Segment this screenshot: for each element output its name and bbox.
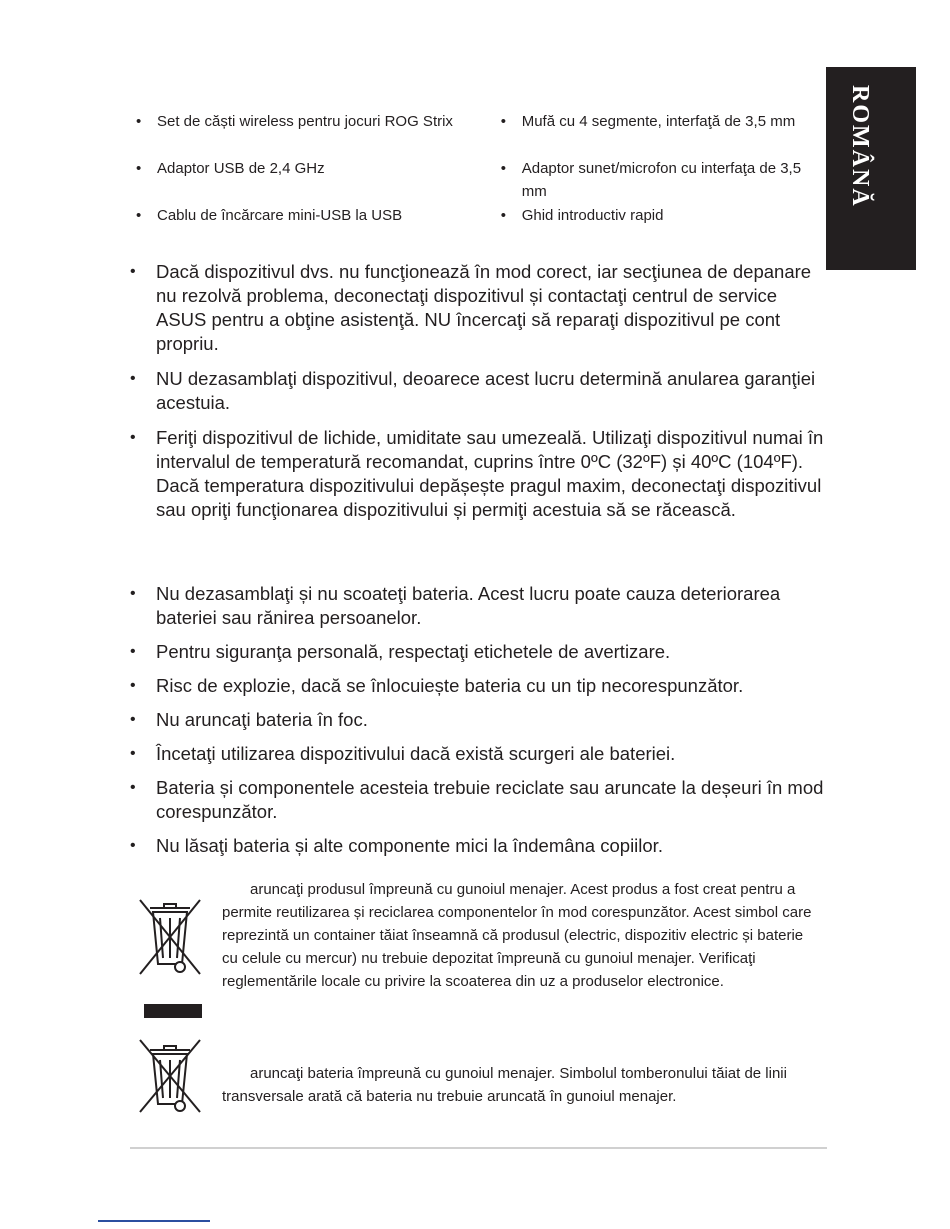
list-item-text: Bateria și componentele acesteia trebuie reciclate sau aruncate la deșeuri în mod corespunzător. — [156, 777, 824, 822]
list-item-text: Dacă dispozitivul dvs. nu funcţionează în mod corect, iar secţiunea de depanare nu rezolvă problema, deconectaţi dispozitivul și contactaţi centrul de service ASUS pentru a obţine asistenţă. NU încercaţi să reparaţi dispozitivul pe cont propriu. — [156, 261, 812, 354]
safety-guidelines-list — [130, 260, 830, 533]
bullet: • — [130, 370, 136, 387]
recycle-product-text — [222, 878, 822, 993]
list-item-text: Feriţi dispozitivul de lichide, umiditate sau umezeală. Utilizaţi dispozitivul numai în intervalul de temperatură recomandat, cuprins între 0ºC (32ºF) și 40ºC (104ºF). Dacă temperatura dispozitivului depășește pragul maxim, deconectaţi dispozitivul sau opriţi funcţionarea dispozitivului și permiţi acestuia să se răcească. — [156, 427, 824, 520]
list-item-text: Nu lăsaţi bateria și alte componente mici la îndemâna copiilor. — [156, 835, 663, 856]
crossed-out-bin-icon — [136, 894, 204, 985]
bullet: • — [136, 207, 142, 224]
bullet: • — [130, 779, 136, 796]
list-item — [130, 367, 830, 415]
language-tab — [826, 67, 916, 270]
bullet: • — [130, 263, 136, 280]
package-contents — [130, 110, 820, 227]
package-item-label: Adaptor sunet/microfon cu interfaţa de 3,5 mm — [521, 160, 802, 200]
bullet: • — [130, 711, 136, 728]
list-item — [130, 640, 830, 664]
bullet: • — [130, 745, 136, 762]
list-item — [130, 834, 830, 858]
bullet: • — [500, 113, 506, 130]
list-item — [130, 742, 830, 766]
language-tab-label: ROMÂNĂ — [847, 85, 873, 208]
list-item — [130, 776, 830, 824]
bullet: • — [130, 429, 136, 446]
crossed-out-bin-battery-icon — [136, 1036, 204, 1123]
list-item-text: Încetaţi utilizarea dispozitivului dacă există scurgeri ale bateriei. — [156, 743, 676, 764]
list-item — [130, 582, 830, 630]
package-item — [130, 204, 495, 227]
list-item — [130, 426, 830, 522]
footer-divider — [130, 1147, 827, 1149]
list-item-text: Risc de explozie, dacă se înlocuiește bateria cu un tip necorespunzător. — [156, 675, 744, 696]
package-item — [130, 157, 495, 204]
bullet: • — [500, 160, 506, 177]
package-row — [130, 204, 820, 227]
list-item — [130, 260, 830, 356]
package-item-label: Ghid introductiv rapid — [521, 207, 664, 224]
package-item — [130, 110, 495, 157]
list-item-text: NU dezasamblaţi dispozitivul, deoarece acest lucru determină anularea garanţiei acestuia. — [156, 368, 816, 413]
package-row — [130, 157, 820, 204]
package-row — [130, 110, 820, 157]
black-bar-mark — [144, 1004, 202, 1018]
bullet: • — [136, 160, 142, 177]
package-item-label: Mufă cu 4 segmente, interfaţă de 3,5 mm — [521, 113, 796, 130]
list-item-text: Pentru siguranţa personală, respectaţi etichetele de avertizare. — [156, 641, 671, 662]
package-item-label: Set de căști wireless pentru jocuri ROG Strix — [157, 113, 453, 130]
battery-safety-list — [130, 582, 830, 868]
bullet: • — [130, 837, 136, 854]
package-item — [495, 110, 820, 157]
package-item — [495, 204, 820, 227]
recycle-battery-text — [222, 1062, 822, 1108]
bullet: • — [500, 207, 506, 224]
bullet: • — [130, 677, 136, 694]
bullet: • — [130, 585, 136, 602]
list-item-text: Nu dezasamblaţi și nu scoateţi bateria. Acest lucru poate cauza deteriorarea bateriei sau rănirea persoanelor. — [156, 583, 781, 628]
package-item — [495, 157, 820, 204]
bullet: • — [136, 113, 142, 130]
package-item-label: Adaptor USB de 2,4 GHz — [157, 160, 325, 177]
bottom-underline-mark — [98, 1220, 210, 1222]
recycle-battery-label: aruncaţi bateria împreună cu gunoiul menajer. Simbolul tomberonului tăiat de linii transversale arată că bateria nu trebuie aruncată în gunoiul menajer. — [222, 1065, 787, 1105]
bullet: • — [130, 643, 136, 660]
list-item-text: Nu aruncaţi bateria în foc. — [156, 709, 368, 730]
list-item — [130, 708, 830, 732]
recycle-product-label: aruncaţi produsul împreună cu gunoiul menajer. Acest produs a fost creat pentru a permite reutilizarea și reciclarea componentelor în mod corespunzător. Acest simbol care reprezintă un container tăiat înseamnă că produsul (electric, dispozitiv electric și baterie cu celule cu mercur) nu trebuie depozitat împreună cu gunoiul menajer. Verificaţi reglementările locale cu privire la scoaterea din uz a produselor electronice. — [222, 881, 812, 990]
list-item — [130, 674, 830, 698]
package-item-label: Cablu de încărcare mini-USB la USB — [157, 207, 403, 224]
